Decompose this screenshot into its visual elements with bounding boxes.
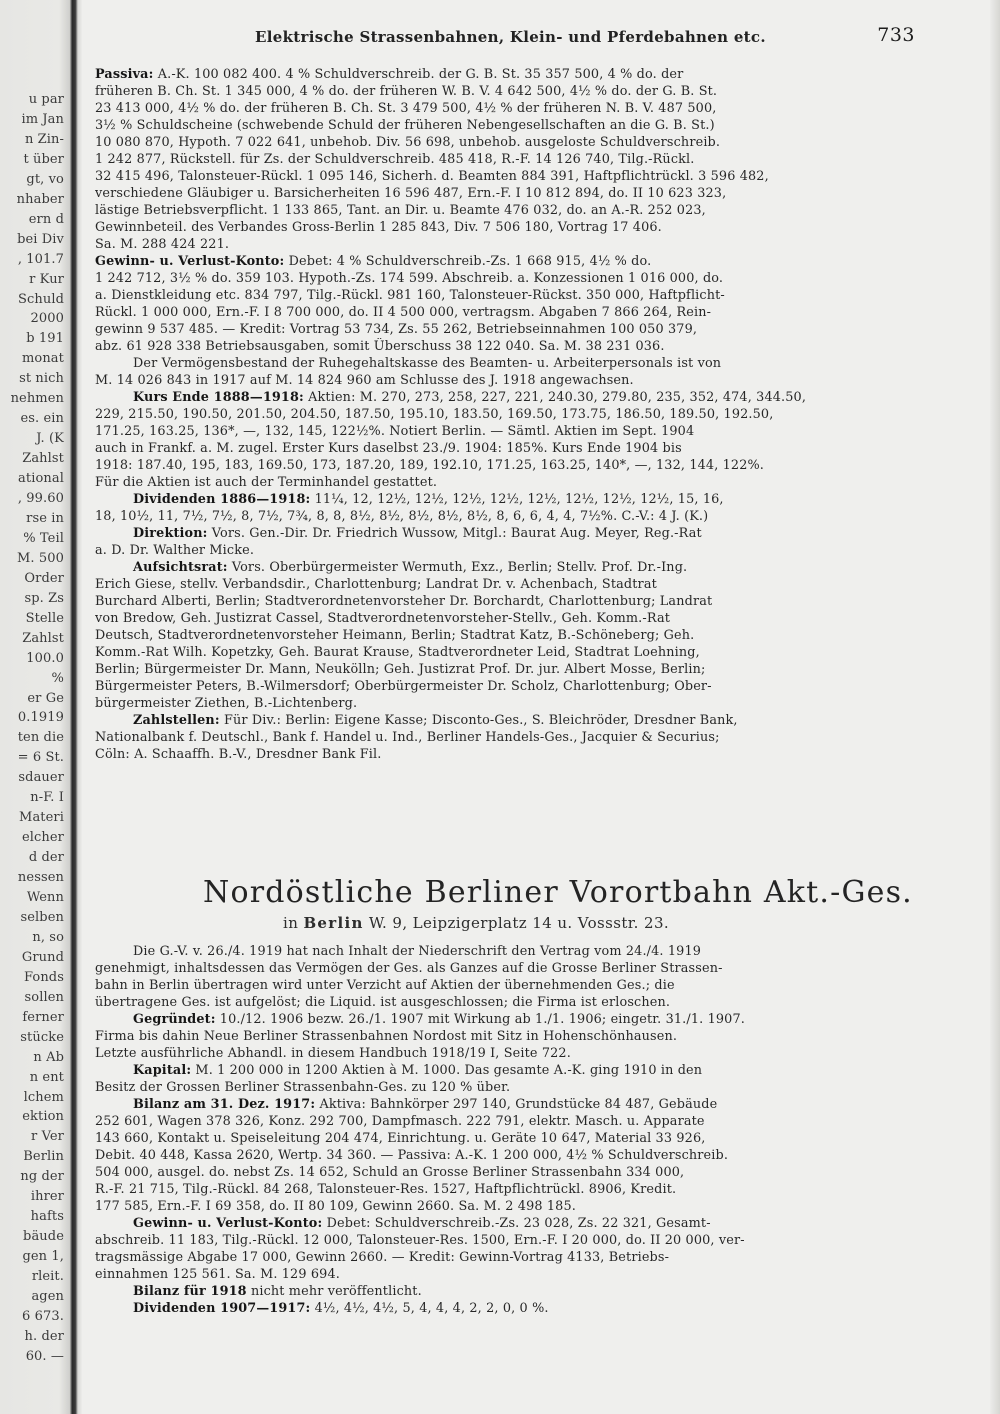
gutter-fragment: gen 1,	[22, 1249, 64, 1265]
entry-text: 252 601, Wagen 378 326, Konz. 292 700, Dampfmasch. 222 791, elektr. Masch. u. Apparate	[95, 1114, 705, 1129]
new-company-section	[95, 943, 910, 1317]
entry-text: Aktiva: Bahnkörper 297 140, Grundstücke 84 487, Gebäude	[315, 1097, 718, 1112]
entry-text: a. D. Dr. Walther Micke.	[95, 543, 255, 558]
entry-text: Für Div.: Berlin: Eigene Kasse; Disconto-Ges., S. Bleichröder, Dresdner Bank,	[219, 713, 738, 728]
text-line	[95, 1215, 910, 1232]
entry-text: a. Dienstkleidung etc. 834 797, Tilg.-Rückl. 981 160, Talonsteuer-Rückst. 350 000, Haftpflicht-	[95, 288, 725, 303]
entry-text: 1918: 187.40, 195, 183, 169.50, 173, 187.20, 189, 192.10, 171.25, 163.25, 140*, —, 132, 144, 122%.	[95, 458, 765, 473]
gutter-fragment: ten die	[17, 730, 64, 746]
gutter-fragment: Grund	[21, 949, 64, 965]
gutter-fragment: ektion	[22, 1109, 64, 1125]
entry-label: Kapital:	[133, 1063, 192, 1078]
gutter-fragment: ern d	[28, 211, 64, 227]
text-line	[95, 1045, 910, 1062]
text-line	[95, 1249, 910, 1266]
text-line	[95, 627, 910, 644]
gutter-fragment: bei Div	[17, 231, 64, 247]
text-line	[95, 389, 910, 406]
entry-text: verschiedene Gläubiger u. Barsicherheiten 16 596 487, Ern.-F. I 10 812 894, do. II 10 623 323,	[95, 186, 727, 201]
text-line	[95, 151, 910, 168]
text-line	[95, 287, 910, 304]
entry-text: 1 242 712, 3½ % do. 359 103. Hypoth.-Zs. 174 599. Abschreib. a. Konzessionen 1 016 000, do.	[95, 271, 724, 286]
entry-text: Debet: 4 % Schuldverschreib.-Zs. 1 668 915, 4½ % do.	[284, 254, 652, 269]
gutter-fragment: nessen	[17, 870, 64, 886]
text-line	[95, 712, 910, 729]
entry-text: Sa. M. 288 424 221.	[95, 237, 230, 252]
gutter-fragment: , 101.7	[17, 251, 64, 267]
text-line	[95, 321, 910, 338]
text-line	[95, 304, 910, 321]
entry-text: Komm.-Rat Wilh. Kopetzky, Geh. Baurat Krause, Stadtverordneter Leid, Stadtrat Loehning,	[95, 645, 700, 660]
entry-text: von Bredow, Geh. Justizrat Cassel, Stadtverordnetenvorsteher-Stellv., Geh. Komm.-Rat	[95, 611, 671, 626]
scan-edge-shadow	[990, 0, 1000, 1414]
entry-text: Firma bis dahin Neue Berliner Strassenbahnen Nordost mit Sitz in Hohenschönhausen.	[95, 1029, 678, 1044]
entry-label: Gegründet:	[133, 1012, 216, 1027]
gutter-fragment: hafts	[30, 1209, 64, 1225]
gutter-fragment: 60. —	[25, 1348, 64, 1364]
entry-label: Aufsichtsrat:	[133, 560, 228, 575]
text-line	[95, 457, 910, 474]
gutter-fragment: u par	[28, 92, 64, 107]
gutter-fragment: ational	[18, 471, 64, 487]
entry-text: 4½, 4½, 4½, 5, 4, 4, 4, 2, 2, 0, 0 %.	[310, 1301, 549, 1316]
gutter-fragment: ferner	[22, 1009, 64, 1025]
text-line	[95, 1130, 910, 1147]
entry-text: Berlin; Bürgermeister Dr. Mann, Neukölln; Geh. Justizrat Prof. Dr. jur. Albert Mosse, Berlin;	[95, 662, 706, 677]
gutter-fragment: selben	[20, 909, 64, 925]
gutter-fragment: Fonds	[23, 969, 64, 985]
gutter-fragment: n Zin-	[24, 131, 64, 147]
entry-text: M. 14 026 843 in 1917 auf M. 14 824 960 am Schlusse des J. 1918 angewachsen.	[95, 373, 634, 388]
entry-text: Burchard Alberti, Berlin; Stadtverordnetenvorsteher Dr. Borchardt, Charlottenburg; Landrat	[95, 594, 713, 609]
text-line	[95, 100, 910, 117]
text-line	[95, 440, 910, 457]
entry-text: 177 585, Ern.-F. I 69 358, do. II 80 109, Gewinn 2660. Sa. M. 2 498 185.	[95, 1199, 576, 1214]
entry-text: Letzte ausführliche Abhandl. in diesem Handbuch 1918/19 I, Seite 722.	[95, 1046, 571, 1061]
text-line	[95, 1198, 910, 1215]
text-line	[95, 355, 910, 372]
entry-text: einnahmen 125 561. Sa. M. 129 694.	[95, 1267, 340, 1282]
gutter-fragment: Berlin	[23, 1149, 64, 1165]
entry-text: Vors. Gen.-Dir. Dr. Friedrich Wussow, Mitgl.: Baurat Aug. Meyer, Reg.-Rat	[207, 526, 702, 541]
running-title: Elektrische Strassenbahnen, Klein- und Pferdebahnen etc.	[255, 28, 766, 46]
entry-text: Für die Aktien ist auch der Terminhandel gestattet.	[95, 475, 438, 490]
text-line	[95, 1079, 910, 1096]
text-line	[95, 1283, 910, 1300]
text-line	[95, 1028, 910, 1045]
text-line	[95, 253, 910, 270]
gutter-fragment: 0.1919	[17, 710, 64, 726]
entry-text: auch in Frankf. a. M. zugel. Erster Kurs daselbst 23./9. 1904: 185%. Kurs Ende 1904 bis	[95, 441, 682, 456]
text-line	[95, 661, 910, 678]
gutter-fragment: ihrer	[30, 1189, 64, 1205]
gutter-fragment: gt, vo	[26, 171, 64, 187]
page-number: 733	[877, 24, 915, 46]
gutter-fragment: = 6 St.	[17, 750, 64, 766]
entry-text: 10./12. 1906 bezw. 26./1. 1907 mit Wirkung ab 1./1. 1906; eingetr. 31./1. 1907.	[215, 1012, 745, 1027]
entry-text: A.-K. 100 082 400. 4 % Schuldverschreib. der G. B. St. 35 357 500, 4 % do. der	[153, 67, 684, 82]
entry-text: bahn in Berlin übertragen wird unter Verzicht auf Aktien der übernehmenden Ges.; die	[95, 978, 675, 993]
gutter-fragment: Wenn	[26, 890, 64, 905]
text-line	[95, 168, 910, 185]
gutter-fragment: sollen	[24, 989, 64, 1005]
previous-company-section	[95, 66, 910, 763]
gutter-fragment: st nich	[19, 371, 64, 387]
location-prefix: in	[283, 914, 299, 932]
text-line	[95, 83, 910, 100]
text-line	[95, 117, 910, 134]
entry-text: R.-F. 21 715, Tilg.-Rückl. 84 268, Talonsteuer-Res. 1527, Haftpflichtrückl. 8906, Kredit.	[95, 1182, 677, 1197]
entry-text: 1 242 877, Rückstell. für Zs. der Schuldverschreib. 485 418, R.-F. 14 126 740, Tilg.-Rückl.	[95, 152, 695, 167]
text-line	[95, 746, 910, 763]
gutter-fragment: elcher	[21, 830, 64, 846]
gutter-fragment: monat	[21, 351, 64, 367]
entry-text: abschreib. 11 183, Tilg.-Rückl. 12 000, Talonsteuer-Res. 1500, Ern.-F. I 20 000, do. II 20 000, ver-	[95, 1233, 745, 1248]
text-line	[95, 542, 910, 559]
text-line	[95, 219, 910, 236]
entry-label: Zahlstellen:	[133, 713, 220, 728]
gutter-fragment: rleit.	[31, 1269, 64, 1285]
text-line	[95, 678, 910, 695]
gutter-fragment: b 191	[26, 331, 64, 347]
entry-text: Aktien: M. 270, 273, 258, 227, 221, 240.30, 279.80, 235, 352, 474, 344.50,	[303, 390, 807, 405]
text-line	[95, 1096, 910, 1113]
gutter-fragment: d der	[28, 850, 64, 866]
company-location	[283, 914, 669, 932]
entry-text: 18, 10½, 11, 7½, 7½, 8, 7½, 7¾, 8, 8, 8½, 8½, 8½, 8½, 8½, 8, 6, 6, 4, 4, 7½%. C.-V.: 4 J. (K.)	[95, 509, 709, 524]
entry-text: Vors. Oberbürgermeister Wermuth, Exz., Berlin; Stellv. Prof. Dr.-Ing.	[227, 560, 688, 575]
gutter-fragment: n Ab	[33, 1049, 64, 1065]
gutter-fragment: sdauer	[18, 770, 64, 786]
text-line	[95, 202, 910, 219]
gutter-fragment: nehmen	[10, 391, 64, 407]
entry-text: Debet: Schuldverschreib.-Zs. 23 028, Zs. 22 321, Gesamt-	[322, 1216, 711, 1231]
gutter-fragment: % Teil	[23, 530, 64, 546]
text-line	[95, 729, 910, 746]
entry-text: Bürgermeister Peters, B.-Wilmersdorf; Oberbürgermeister Dr. Scholz, Charlottenburg; Ober-	[95, 679, 712, 694]
text-line	[95, 644, 910, 661]
gutter-fragment: Order	[24, 570, 64, 586]
gutter-fragment: nhaber	[16, 191, 64, 207]
gutter-fragment: sp. Zs	[24, 590, 64, 606]
gutter-fragment: agen	[31, 1289, 64, 1304]
company-address: W. 9, Leipzigerplatz 14 u. Vossstr. 23.	[368, 914, 670, 932]
running-head	[95, 24, 915, 50]
entry-text: übertragene Ges. ist aufgelöst; die Liquid. ist ausgeschlossen; die Firma ist erloschen.	[95, 995, 671, 1010]
entry-text: Besitz der Grossen Berliner Strassenbahn-Ges. zu 120 % über.	[95, 1080, 511, 1095]
entry-text: Rückl. 1 000 000, Ern.-F. I 8 700 000, do. II 4 500 000, vertragsm. Abgaben 7 866 264, Rein-	[95, 305, 712, 320]
entry-text: 11¼, 12, 12½, 12½, 12½, 12½, 12½, 12½, 12½, 12½, 15, 16,	[310, 492, 724, 507]
gutter-fragment: n-F. I	[30, 790, 64, 806]
text-line	[95, 1181, 910, 1198]
gutter-fragment: Stelle	[25, 610, 64, 626]
entry-text: nicht mehr veröffentlicht.	[246, 1284, 422, 1299]
gutter-fragment: 2000	[30, 311, 64, 327]
entry-text: Cöln: A. Schaaffh. B.-V., Dresdner Bank Fil.	[95, 747, 382, 762]
text-line	[95, 559, 910, 576]
gutter-fragment: im Jan	[21, 111, 64, 127]
gutter-fragment: Materi	[19, 810, 64, 826]
entry-text: abz. 61 928 338 Betriebsausgaben, somit Überschuss 38 122 040. Sa. M. 38 231 036.	[95, 339, 665, 354]
text-line	[95, 593, 910, 610]
entry-text: Die G.-V. v. 26./4. 1919 hat nach Inhalt der Niederschrift den Vertrag vom 24./4. 1919	[133, 944, 702, 959]
text-line	[95, 1300, 910, 1317]
entry-text: 3½ % Schuldscheine (schwebende Schuld der früheren Nebengesellschaften an die G. B. St.)	[95, 118, 715, 133]
text-line	[95, 525, 910, 542]
company-title: Nordöstliche Berliner Vorortbahn Akt.-Ges.	[203, 875, 913, 910]
entry-text: Erich Giese, stellv. Verbandsdir., Charlottenburg; Landrat Dr. v. Achenbach, Stadtrat	[95, 577, 657, 592]
entry-text: Deutsch, Stadtverordnetenvorsteher Heimann, Berlin; Stadtrat Katz, B.-Schöneberg; Geh.	[95, 628, 695, 643]
entry-text: 229, 215.50, 190.50, 201.50, 204.50, 187.50, 195.10, 183.50, 169.50, 173.75, 186.50, 189.50, 192.50,	[95, 407, 774, 422]
text-line	[95, 474, 910, 491]
entry-label: Bilanz am 31. Dez. 1917:	[133, 1097, 316, 1112]
text-line	[95, 943, 910, 960]
text-line	[95, 236, 910, 253]
gutter-fragment: ng der	[20, 1169, 64, 1185]
company-city: Berlin	[303, 914, 364, 932]
entry-label: Passiva:	[95, 67, 154, 82]
gutter-fragment: stücke	[20, 1029, 64, 1045]
entry-text: gewinn 9 537 485. — Kredit: Vortrag 53 734, Zs. 55 262, Betriebseinnahmen 100 050 379,	[95, 322, 698, 337]
gutter-fragment: h. der	[24, 1328, 64, 1344]
text-line	[95, 1232, 910, 1249]
gutter-fragment: lchem	[23, 1089, 64, 1105]
entry-text: genehmigt, inhaltsdessen das Vermögen der Ges. als Ganzes auf die Grosse Berliner Strassen-	[95, 961, 723, 976]
entry-label: Direktion:	[133, 526, 208, 541]
text-line	[95, 66, 910, 83]
text-line	[95, 576, 910, 593]
entry-label: Gewinn- u. Verlust-Konto:	[133, 1216, 323, 1231]
entry-text: lästige Betriebsverpflicht. 1 133 865, Tant. an Dir. u. Beamte 476 032, do. an A.-R. 252 023,	[95, 203, 706, 218]
text-line	[95, 695, 910, 712]
entry-text: früheren B. Ch. St. 1 345 000, 4 % do. der früheren W. B. V. 4 642 500, 4½ % do. der G. B. St.	[95, 84, 718, 99]
entry-label: Dividenden 1907—1917:	[133, 1301, 311, 1316]
gutter-fragment: 100.0	[26, 650, 64, 666]
gutter-fragment: Schuld	[17, 291, 64, 307]
gutter-fragment: , 99.60	[17, 491, 64, 506]
text-line	[95, 134, 910, 151]
entry-label: Bilanz für 1918	[133, 1284, 247, 1299]
entry-label: Dividenden 1886—1918:	[133, 492, 311, 507]
entry-text: 10 080 870, Hypoth. 7 022 641, unbehob. Div. 56 698, unbehob. ausgeloste Schuldverschreib.	[95, 135, 721, 150]
text-line	[95, 1164, 910, 1181]
gutter-fragment: er Ge	[27, 690, 64, 706]
text-line	[95, 1147, 910, 1164]
gutter-fragment: n ent	[29, 1069, 64, 1085]
entry-text: Debit. 40 448, Kassa 2620, Wertp. 34 360. — Passiva: A.-K. 1 200 000, 4½ % Schuldverschreib.	[95, 1148, 729, 1163]
gutter-fragment: n, so	[32, 929, 64, 945]
gutter-fragment: %	[51, 670, 64, 686]
gutter-fragment: es. ein	[20, 411, 64, 427]
text-line	[95, 977, 910, 994]
document-page	[95, 0, 975, 1414]
text-line	[95, 508, 910, 525]
entry-text: 171.25, 163.25, 136*, —, 132, 145, 122½%. Notiert Berlin. — Sämtl. Aktien im Sept. 1904	[95, 424, 695, 439]
entry-text: M. 1 200 000 in 1200 Aktien à M. 1000. Das gesamte A.-K. ging 1910 in den	[191, 1063, 703, 1078]
text-line	[95, 423, 910, 440]
entry-text: 32 415 496, Talonsteuer-Rückl. 1 095 146, Sicherh. d. Beamten 884 391, Haftpflichtrückl. 3 596 482,	[95, 169, 769, 184]
gutter-fragment: r Kur	[29, 271, 64, 287]
entry-label: Kurs Ende 1888—1918:	[133, 390, 304, 405]
gutter-fragment: rse in	[26, 510, 64, 526]
text-line	[95, 1113, 910, 1130]
gutter-fragment: J. (K	[36, 431, 64, 447]
gutter-fragment: Zahlst	[22, 630, 64, 646]
entry-label: Gewinn- u. Verlust-Konto:	[95, 254, 285, 269]
text-line	[95, 406, 910, 423]
text-line	[95, 491, 910, 508]
gutter-fragment: 6 673.	[22, 1308, 64, 1324]
entry-text: Nationalbank f. Deutschl., Bank f. Handel u. Ind., Berliner Handels-Ges., Jacquier & Securius;	[95, 730, 720, 745]
text-line	[95, 1266, 910, 1283]
gutter-fragment: Zahlst	[22, 451, 64, 467]
text-line	[95, 994, 910, 1011]
entry-text: bürgermeister Ziethen, B.-Lichtenberg.	[95, 696, 358, 711]
text-line	[95, 372, 910, 389]
binding-gutter	[0, 0, 82, 1414]
entry-text: Gewinnbeteil. des Verbandes Gross-Berlin 1 285 843, Div. 7 506 180, Vortrag 17 406.	[95, 220, 662, 235]
text-line	[95, 1011, 910, 1028]
entry-text: 504 000, ausgel. do. nebst Zs. 14 652, Schuld an Grosse Berliner Strassenbahn 334 000,	[95, 1165, 685, 1180]
text-line	[95, 610, 910, 627]
entry-text: 143 660, Kontakt u. Speiseleitung 204 474, Einrichtung. u. Geräte 10 647, Material 33 926,	[95, 1131, 706, 1146]
entry-text: 23 413 000, 4½ % do. der früheren B. Ch. St. 3 479 500, 4½ % der früheren N. B. V. 487 500,	[95, 101, 717, 116]
text-line	[95, 185, 910, 202]
entry-text: Der Vermögensbestand der Ruhegehaltskasse des Beamten- u. Arbeiterpersonals ist von	[133, 356, 722, 371]
gutter-fragment: t über	[23, 151, 64, 167]
entry-text: tragsmässige Abgabe 17 000, Gewinn 2660. — Kredit: Gewinn-Vortrag 4133, Betriebs-	[95, 1250, 670, 1265]
gutter-fragment: M. 500	[17, 550, 64, 566]
text-line	[95, 270, 910, 287]
gutter-fragment: r Ver	[31, 1129, 64, 1145]
gutter-fragment: bäude	[23, 1229, 64, 1245]
text-line	[95, 1062, 910, 1079]
text-line	[95, 338, 910, 355]
text-line	[95, 960, 910, 977]
